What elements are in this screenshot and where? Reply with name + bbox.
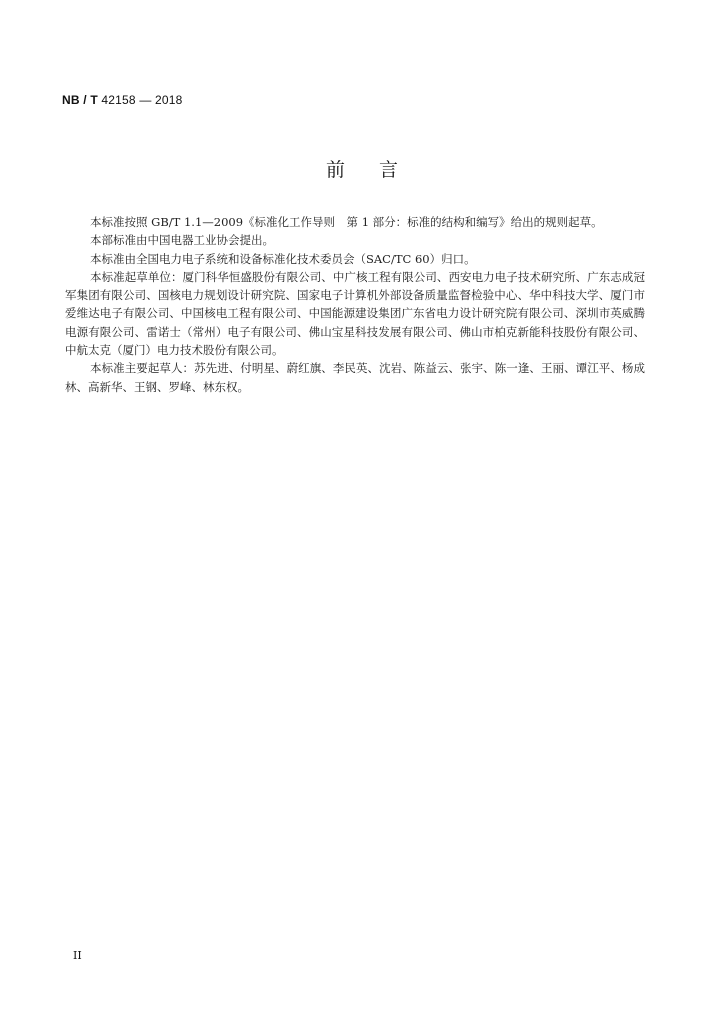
- paragraph-drafting-units: 本标准起草单位：厦门科华恒盛股份有限公司、中广核工程有限公司、西安电力电子技术研究所、广东志成冠军集团有限公司、国核电力规划设计研究院、国家电子计算机外部设备质量监督检验中心、华中科技大学、厦门市爱维达电子有限公司、中国核电工程有限公司、中国能源建设集团广东省电力设计研究院有限公司、深圳市英威腾电源有限公司、雷诺士（常州）电子有限公司、佛山宝星科技发展有限公司、佛山市柏克新能科技股份有限公司、中航太克（厦门）电力技术股份有限公司。: [65, 269, 645, 358]
- standard-code-number: 42158 — 2018: [101, 93, 183, 107]
- paragraph-proposer: 本部标准由中国电器工业协会提出。: [90, 233, 274, 248]
- standard-code: [62, 93, 183, 107]
- page-title: 前言: [325, 159, 432, 181]
- paragraph-drafters: 本标准主要起草人：苏先进、付明星、蔚红旗、李民英、沈岩、陈益云、张宇、陈一逢、王丽、谭江平、杨成林、高新华、王钢、罗峰、林东权。: [65, 361, 645, 394]
- paragraph-committee: 本标准由全国电力电子系统和设备标准化技术委员会（SAC/TC 60）归口。: [90, 251, 476, 266]
- foreword-body: [65, 213, 645, 396]
- standard-code-prefix: NB / T: [62, 93, 98, 107]
- paragraph-drafting-rules: 本标准按照 GB/T 1.1—2009《标准化工作导则 第 1 部分：标准的结构和编写》给出的规则起草。: [90, 215, 603, 229]
- page-number: II: [73, 949, 82, 962]
